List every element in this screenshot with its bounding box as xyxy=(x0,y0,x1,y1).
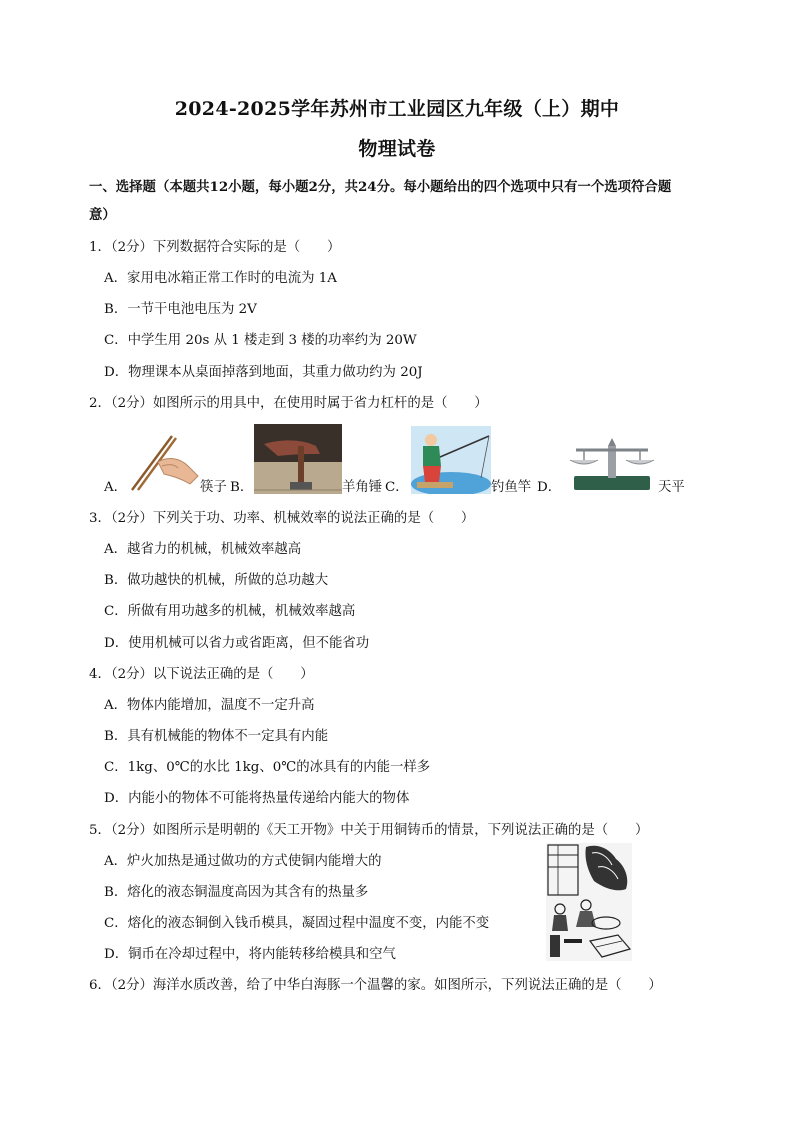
question-2-option-d-letter: D． xyxy=(537,480,562,495)
question-2-stem: 2．（2分）如图所示的用具中，在使用时属于省力杠杆的是（ ） xyxy=(89,396,488,411)
question-5-option-a: A．炉火加热是通过做功的方式使铜内能增大的 xyxy=(104,854,382,869)
question-1-option-c: C．中学生用 20s 从 1 楼走到 3 楼的功率约为 20W xyxy=(104,333,417,348)
claw-hammer-icon xyxy=(254,424,342,494)
question-3-option-d: D．使用机械可以省力或省距离，但不能省功 xyxy=(104,636,370,651)
question-3-stem: 3．（2分）下列关于功、功率、机械效率的说法正确的是（ ） xyxy=(89,511,475,526)
question-2-option-a-letter: A． xyxy=(104,480,128,495)
question-1-option-a: A．家用电冰箱正常工作时的电流为 1A xyxy=(104,271,337,286)
question-6-stem: 6．（2分）海洋水质改善，给了中华白海豚一个温馨的家。如图所示，下列说法正确的是（ ） xyxy=(89,978,662,993)
question-2-option-b-label: 羊角锤 xyxy=(342,480,383,495)
question-5-option-d: D．铜币在冷却过程中，将内能转移给模具和空气 xyxy=(104,947,396,962)
question-1-stem: 1．（2分）下列数据符合实际的是（ ） xyxy=(89,240,341,255)
question-2-option-b-letter: B． xyxy=(230,480,254,495)
question-2-option-c-label: 钓鱼竿 xyxy=(491,480,532,495)
question-2-option-c-letter: C． xyxy=(385,480,409,495)
coin-casting-woodcut-icon xyxy=(546,843,632,961)
question-2-option-d-label: 天平 xyxy=(658,480,685,495)
question-4-option-d: D．内能小的物体不可能将热量传递给内能大的物体 xyxy=(104,791,410,806)
question-4-stem: 4．（2分）以下说法正确的是（ ） xyxy=(89,667,314,682)
question-4-option-a: A．物体内能增加，温度不一定升高 xyxy=(104,698,315,713)
question-3-option-c: C．所做有用功越多的机械，机械效率越高 xyxy=(104,604,356,619)
question-1-option-d: D．物理课本从桌面掉落到地面，其重力做功约为 20J xyxy=(104,365,423,380)
exam-subtitle: 物理试卷 xyxy=(358,138,436,160)
question-4-option-c: C．1kg、0℃的水比 1kg、0℃的冰具有的内能一样多 xyxy=(104,760,431,775)
section-heading-cont: 意） xyxy=(89,207,116,223)
question-4-option-b: B．具有机械能的物体不一定具有内能 xyxy=(104,729,329,744)
question-1-option-b: B．一节干电池电压为 2V xyxy=(104,302,257,317)
balance-scale-icon xyxy=(566,432,658,494)
question-5-stem: 5．（2分）如图所示是明朝的《天工开物》中关于用铜铸币的情景，下列说法正确的是（ ） xyxy=(89,823,649,838)
question-3-option-b: B．做功越快的机械，所做的总功越大 xyxy=(104,573,329,588)
section-heading: 一、选择题（本题共12小题，每小题2分，共24分。每小题给出的四个选项中只有一个选项符合题 xyxy=(89,179,672,195)
exam-title: 2024-2025学年苏州市工业园区九年级（上）期中 xyxy=(174,98,620,120)
question-2-option-a-label: 筷子 xyxy=(200,480,227,495)
question-5-option-b: B．熔化的液态铜温度高因为其含有的热量多 xyxy=(104,885,369,900)
question-3-option-a: A．越省力的机械，机械效率越高 xyxy=(104,542,302,557)
question-5-option-c: C．熔化的液态铜倒入钱币模具，凝固过程中温度不变，内能不变 xyxy=(104,916,490,931)
chopsticks-icon xyxy=(128,432,200,494)
fishing-rod-icon xyxy=(411,426,491,494)
